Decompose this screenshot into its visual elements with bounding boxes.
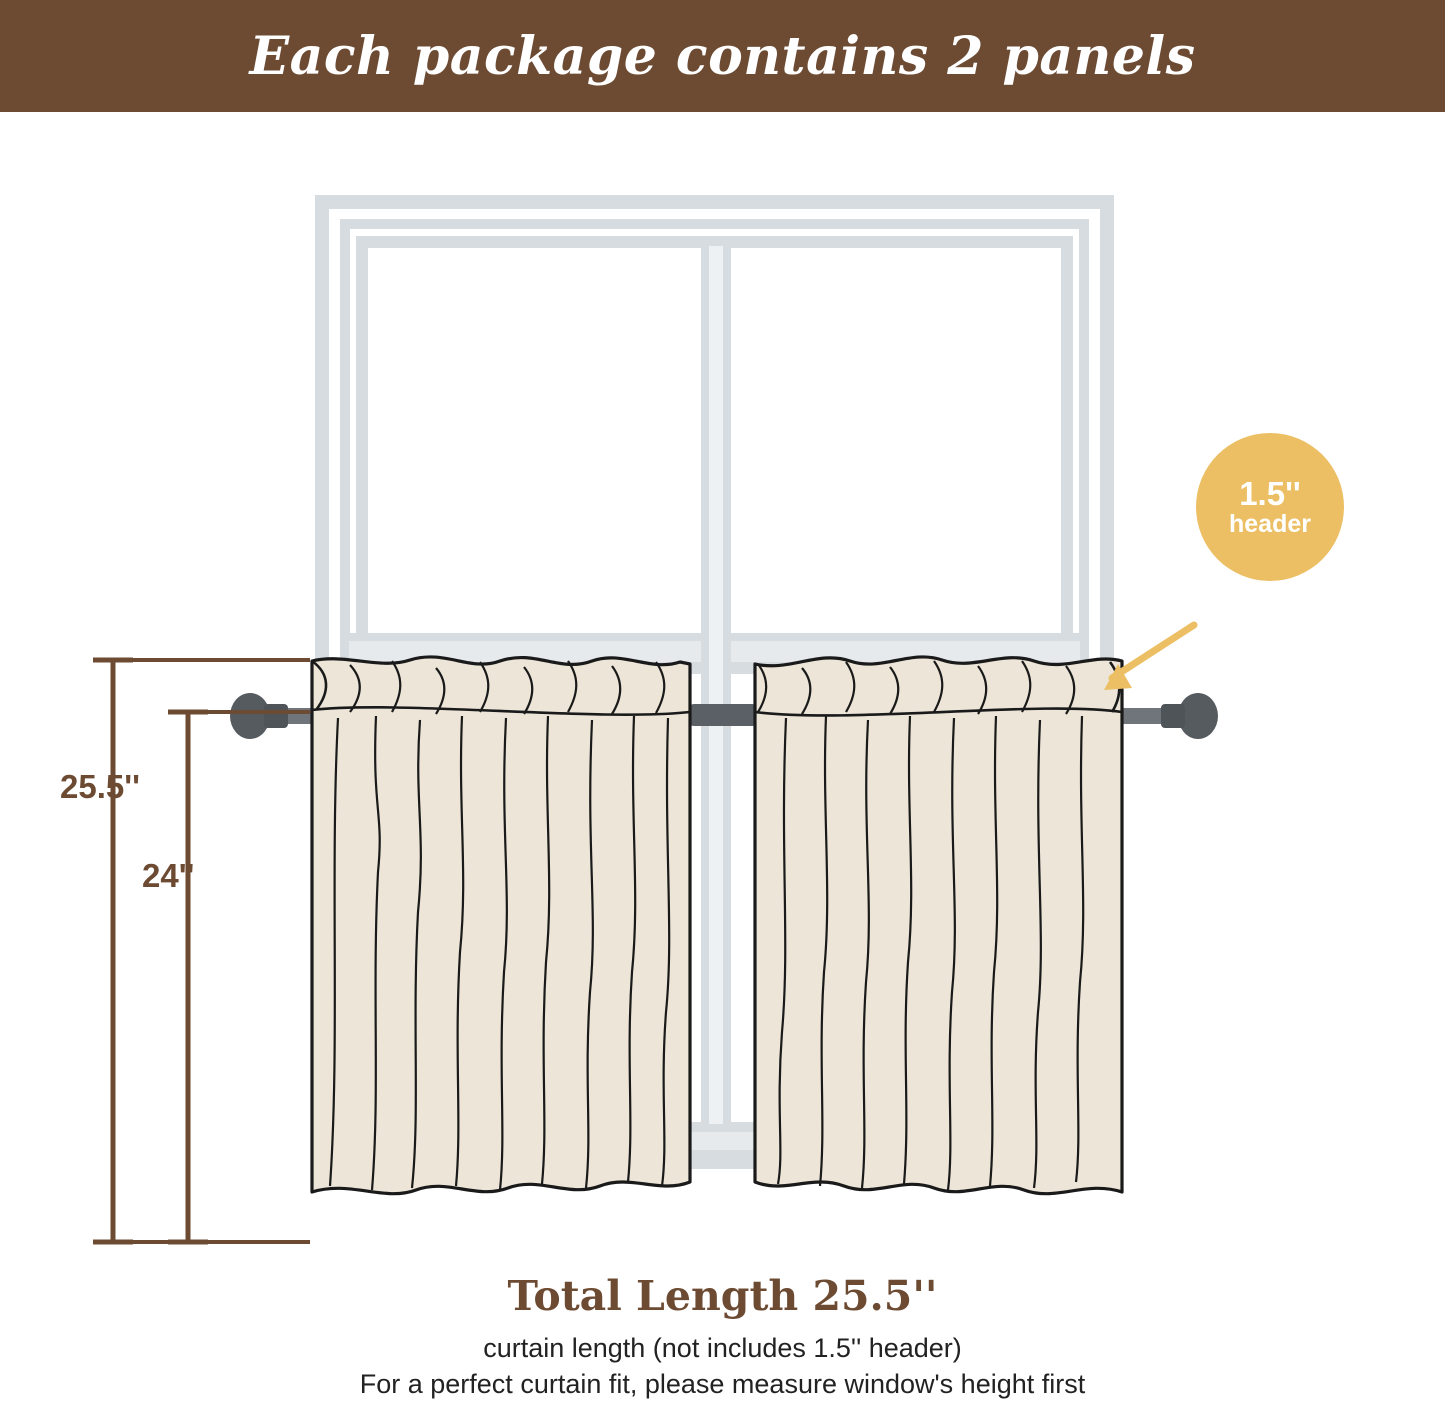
dimension-total-length-label: 25.5'' xyxy=(60,768,140,805)
diagram-stage xyxy=(0,112,1445,1292)
callout-leader-line xyxy=(1104,625,1194,690)
footer-note-one: curtain length (not includes 1.5'' header) xyxy=(483,1333,962,1363)
footer-note-two: For a perfect curtain fit, please measure window's height first xyxy=(359,1369,1086,1400)
dimension-panel-length-label: 24'' xyxy=(142,857,195,894)
banner-title: Each package contains 2 panels xyxy=(249,25,1196,87)
left-curtain-panel xyxy=(312,657,690,1194)
dimension-lines xyxy=(93,660,310,1242)
callout-size-value: 1.5'' xyxy=(1239,474,1301,512)
header-banner xyxy=(0,0,1445,112)
callout-size-label: header xyxy=(1229,510,1311,539)
right-curtain-panel xyxy=(755,657,1122,1194)
header-size-callout xyxy=(1196,433,1344,581)
footer-text-block xyxy=(0,1272,1445,1403)
footer-total-length-title: Total Length 25.5'' xyxy=(507,1272,938,1320)
